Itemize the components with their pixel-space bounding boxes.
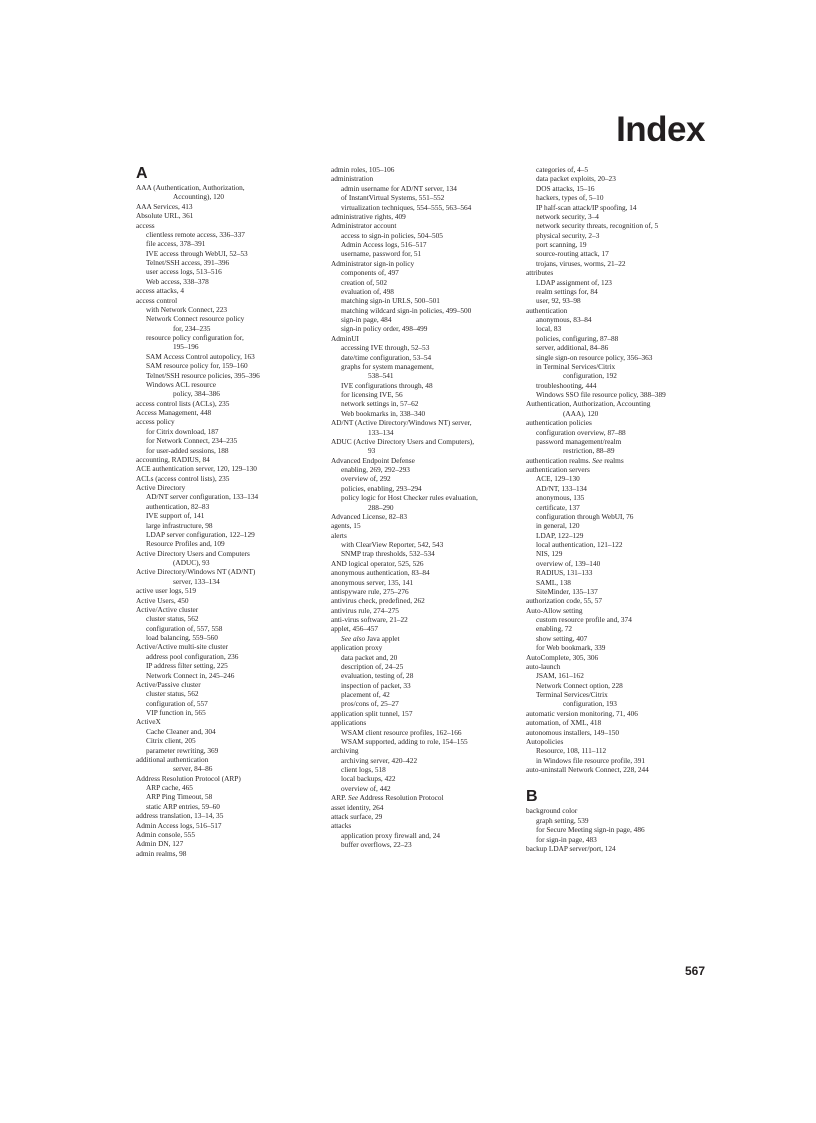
index-entry: Active Directory/Windows NT (AD/NT) <box>136 567 256 577</box>
index-subentry: in general, 120 <box>536 521 580 531</box>
index-subentry: for Network Connect, 234–235 <box>146 436 238 446</box>
index-entry: anonymous authentication, 83–84 <box>331 568 430 578</box>
see-reference: See <box>592 455 603 465</box>
index-subentry: evaluation, testing of, 28 <box>341 671 414 681</box>
index-entry: Active/Active multi-site cluster <box>136 642 228 652</box>
index-entry: ACE authentication server, 120, 129–130 <box>136 464 257 474</box>
index-subentry: IVE access through WebUI, 52–53 <box>146 248 248 258</box>
index-subentry: Telnet/SSH resource policies, 395–396 <box>146 370 260 380</box>
index-entry: antivirus rule, 274–275 <box>331 605 399 615</box>
index-subentry: for Web bookmark, 339 <box>536 643 606 653</box>
index-entry: Administrator account <box>331 221 397 231</box>
index-subentry: sign-in policy order, 498–499 <box>341 324 428 334</box>
index-subentry: troubleshooting, 444 <box>536 380 597 390</box>
index-entry: authorization code, 55, 57 <box>526 596 602 606</box>
index-subentry: Citrix client, 205 <box>146 736 196 746</box>
index-entry: attacks <box>331 821 352 831</box>
index-entry: authentication policies <box>526 418 592 428</box>
index-entry: access <box>136 220 155 230</box>
index-entry: active user logs, 519 <box>136 586 196 596</box>
index-subentry: WSAM client resource profiles, 162–166 <box>341 727 462 737</box>
index-subentry: hackers, types of, 5–10 <box>536 193 604 203</box>
index-subentry: evaluation of, 498 <box>341 286 394 296</box>
index-subentry: Network Connect option, 228 <box>536 680 623 690</box>
index-subentry: show setting, 407 <box>536 633 588 643</box>
index-subentry: certificate, 137 <box>536 502 580 512</box>
index-subentry: configuration of, 557, 558 <box>146 623 223 633</box>
page-number: 567 <box>684 964 705 978</box>
index-subentry: Windows ACL resource <box>146 379 216 389</box>
index-subentry: 195–196 <box>173 342 199 352</box>
index-subentry: for licensing IVE, 56 <box>341 390 403 399</box>
index-entry: AutoComplete, 305, 306 <box>526 652 599 662</box>
index-subentry: port scanning, 19 <box>536 240 587 249</box>
index-entry: Autopolicies <box>526 736 564 746</box>
index-subentry: network security, 3–4 <box>536 211 599 221</box>
index-subentry: for sign-in page, 483 <box>536 834 597 844</box>
index-subentry: 133–134 <box>368 427 394 437</box>
index-entry: auto-launch <box>526 661 561 671</box>
index-subentry: SAML, 138 <box>536 577 571 587</box>
index-entry: access control lists (ACLs), 235 <box>136 398 230 408</box>
index-subentry: Admin Access logs, 516–517 <box>341 240 427 249</box>
entry-term: authentication realms. <box>526 455 593 465</box>
index-subentry: placement of, 42 <box>341 690 390 699</box>
index-subentry: AD/NT, 133–134 <box>536 483 587 493</box>
index-subentry: restriction, 88–89 <box>563 446 615 456</box>
section-spacer <box>526 774 702 788</box>
index-entry: alerts <box>331 530 347 540</box>
index-subentry: policies, enabling, 293–294 <box>341 483 422 493</box>
index-subentry: (AAA), 120 <box>563 408 599 418</box>
index-entry: ADUC (Active Directory Users and Computers), <box>331 436 475 446</box>
index-entry: Active/Passive cluster <box>136 679 201 689</box>
index-subentry: username, password for, 51 <box>341 249 422 259</box>
index-subentry: physical security, 2–3 <box>536 230 600 240</box>
index-subentry: overview of, 139–140 <box>536 558 601 568</box>
index-subentry: configuration, 193 <box>563 699 617 709</box>
index-entry: access control <box>136 295 178 305</box>
index-subentry: virtualization techniques, 554–555, 563–564 <box>341 202 472 212</box>
index-entry: backup LDAP server/port, 124 <box>526 843 616 853</box>
index-entry: Active/Active cluster <box>136 604 199 614</box>
index-subentry: Telnet/SSH access, 391–396 <box>146 258 230 267</box>
index-entry: auto-uninstall Network Connect, 228, 244 <box>526 765 649 774</box>
index-subentry: LDAP, 122–129 <box>536 530 584 540</box>
index-subentry: for user-added sessions, 188 <box>146 445 229 455</box>
index-subentry: admin username for AD/NT server, 134 <box>341 183 457 193</box>
index-subentry: clientless remote access, 336–337 <box>146 229 245 239</box>
index-entry: admin realms, 98 <box>136 848 187 858</box>
index-column-1 <box>136 165 312 858</box>
see-reference: See also <box>341 633 366 643</box>
index-entry: attributes <box>526 268 554 278</box>
index-subentry: configuration overview, 87–88 <box>536 427 626 437</box>
index-subentry: configuration of, 557 <box>146 698 208 708</box>
index-subentry: LDAP server configuration, 122–129 <box>146 529 255 539</box>
index-subentry: in Terminal Services/Citrix <box>536 361 616 371</box>
index-subentry: anonymous, 135 <box>536 493 585 503</box>
index-subentry: server, 133–134 <box>173 576 220 586</box>
index-subentry: configuration through WebUI, 76 <box>536 511 634 521</box>
index-entry: applications <box>331 718 367 728</box>
index-subentry: network security threats, recognition of, 5 <box>536 221 659 231</box>
index-subentry: Resource, 108, 111–112 <box>536 746 607 756</box>
index-subentry: Cache Cleaner and, 304 <box>146 726 216 736</box>
index-column-3 <box>526 165 702 853</box>
index-entry: attack surface, 29 <box>331 811 383 821</box>
index-subentry: creation of, 502 <box>341 277 387 287</box>
index-subentry: graph setting, 539 <box>536 815 589 825</box>
index-entry: Admin Access logs, 516–517 <box>136 820 222 830</box>
index-subentry: 93 <box>368 446 376 456</box>
index-subentry: configuration, 192 <box>563 371 617 381</box>
index-subentry: single sign-on resource policy, 356–363 <box>536 352 653 362</box>
index-subentry: network settings in, 57–62 <box>341 399 419 409</box>
index-entry: accounting, RADIUS, 84 <box>136 454 210 464</box>
index-entry: application split tunnel, 157 <box>331 708 413 718</box>
index-subentry: policy, 384–386 <box>173 389 220 399</box>
index-subentry: for, 234–235 <box>173 323 211 333</box>
index-entry: Admin console, 555 <box>136 829 195 839</box>
index-subentry: SNMP trap thresholds, 532–534 <box>341 549 435 559</box>
index-subentry: data packet exploits, 20–23 <box>536 174 616 184</box>
entry-term: ARP. <box>331 793 349 803</box>
index-subentry: DOS attacks, 15–16 <box>536 183 595 193</box>
index-entry: Administrator sign-in policy <box>331 258 415 268</box>
index-subentry: SiteMinder, 135–137 <box>536 586 598 596</box>
index-subentry: sign-in page, 484 <box>341 315 392 324</box>
index-entry: Advanced License, 82–83 <box>331 511 407 521</box>
index-entry: Absolute URL, 361 <box>136 211 194 221</box>
index-subentry: matching wildcard sign-in policies, 499–500 <box>341 305 472 315</box>
index-subentry: local authentication, 121–122 <box>536 540 623 549</box>
index-subentry: 538–541 <box>368 371 394 381</box>
index-subentry: anonymous, 83–84 <box>536 315 592 324</box>
index-subentry: cluster status, 562 <box>146 689 199 699</box>
index-subentry: server, additional, 84–86 <box>536 343 609 353</box>
index-entry: Active Users, 450 <box>136 595 189 605</box>
index-subentry: Web access, 338–378 <box>146 276 209 286</box>
index-entry: Address Resolution Protocol (ARP) <box>136 773 241 783</box>
index-entry: admin roles, 105–106 <box>331 165 395 174</box>
index-entry: application proxy <box>331 643 383 653</box>
index-column-2 <box>331 165 507 849</box>
index-entry: automatic version monitoring, 71, 406 <box>526 708 638 718</box>
index-entry: anti-virus software, 21–22 <box>331 615 408 624</box>
index-entry: applet, 456–457 <box>331 624 379 634</box>
index-subentry: buffer overflows, 22–23 <box>341 840 412 849</box>
index-entry: antispyware rule, 275–276 <box>331 586 409 596</box>
index-subentry: IVE support of, 141 <box>146 511 205 521</box>
index-subentry: for Citrix download, 187 <box>146 426 219 436</box>
index-entry: AAA Services, 413 <box>136 201 193 211</box>
index-subentry: trojans, viruses, worms, 21–22 <box>536 258 626 268</box>
index-subentry: VIP function in, 565 <box>146 708 206 717</box>
index-subentry: inspection of packet, 33 <box>341 680 411 690</box>
index-subentry: enabling, 72 <box>536 624 573 634</box>
index-subentry: static ARP entries, 59–60 <box>146 801 220 811</box>
index-subentry: pros/cons of, 25–27 <box>341 699 399 709</box>
index-subentry: policies, configuring, 87–88 <box>536 333 619 343</box>
index-subentry: overview of, 292 <box>341 474 391 484</box>
index-subentry: ARP cache, 465 <box>146 783 193 792</box>
index-entry: agents, 15 <box>331 521 361 531</box>
page-title: Index <box>616 110 705 149</box>
index-subentry: user, 92, 93–98 <box>536 296 581 306</box>
index-subentry: custom resource profile and, 374 <box>536 615 632 624</box>
index-subentry: large infrastructure, 98 <box>146 520 213 530</box>
index-entry: ActiveX <box>136 717 161 727</box>
index-entry: AdminUI <box>331 333 359 343</box>
index-subentry: Windows SSO file resource policy, 388–389 <box>536 390 666 399</box>
index-entry: access attacks, 4 <box>136 286 185 296</box>
index-subentry: 288–290 <box>368 502 394 512</box>
index-entry: Auto-Allow setting <box>526 605 583 615</box>
index-subentry: of InstantVirtual Systems, 551–552 <box>341 193 445 203</box>
index-entry: anonymous server, 135, 141 <box>331 577 414 587</box>
index-subentry: address pool configuration, 236 <box>146 651 239 661</box>
index-subentry: ARP Ping Timeout, 58 <box>146 792 213 802</box>
index-entry: automation, of XML, 418 <box>526 718 602 728</box>
index-entry: Active Directory <box>136 483 186 492</box>
index-entry: AAA (Authentication, Authorization, <box>136 183 245 192</box>
index-subentry: policy logic for Host Checker rules evaluation, <box>341 493 478 503</box>
index-entry: antivirus check, predefined, 262 <box>331 596 425 606</box>
see-target: Java applet <box>365 633 400 643</box>
index-subentry: IVE configurations through, 48 <box>341 380 433 390</box>
index-subentry: IP half-scan attack/IP spoofing, 14 <box>536 202 637 212</box>
index-subentry: server, 84–86 <box>173 764 213 774</box>
index-entry: AND logical operator, 525, 526 <box>331 558 424 568</box>
index-entry: Advanced Endpoint Defense <box>331 455 415 465</box>
index-subentry: Resource Profiles and, 109 <box>146 539 225 549</box>
index-subentry <box>331 634 507 643</box>
index-subentry: components of, 497 <box>341 268 399 278</box>
section-letter: A <box>136 165 148 182</box>
index-subentry: in Windows file resource profile, 391 <box>536 755 645 765</box>
index-subentry: SAM resource policy for, 159–160 <box>146 361 248 371</box>
index-subentry: RADIUS, 131–133 <box>536 568 593 578</box>
index-entry: administrative rights, 409 <box>331 211 406 221</box>
index-subentry: password management/realm <box>536 436 622 446</box>
index-entry: Admin DN, 127 <box>136 839 184 849</box>
index-subentry: source-routing attack, 17 <box>536 249 609 259</box>
index-subentry: for Secure Meeting sign-in page, 486 <box>536 825 645 835</box>
index-subentry: with ClearView Reporter, 542, 543 <box>341 540 444 549</box>
section-letter: B <box>526 788 538 806</box>
index-subentry: access to sign-in policies, 504–505 <box>341 230 443 240</box>
index-subentry: application proxy firewall and, 24 <box>341 830 441 840</box>
index-subentry: Network Connect resource policy <box>146 314 245 324</box>
index-entry: address translation, 13–14, 35 <box>136 811 224 821</box>
index-subentry: load balancing, 559–560 <box>146 633 218 642</box>
index-entry: AD/NT (Active Directory/Windows NT) server, <box>331 418 472 428</box>
index-subentry: ACE, 129–130 <box>536 474 580 484</box>
index-subentry: data packet and, 20 <box>341 652 398 662</box>
index-subentry: JSAM, 161–162 <box>536 671 584 681</box>
index-subentry: Network Connect in, 245–246 <box>146 670 235 680</box>
index-subentry: Accounting), 120 <box>173 192 225 202</box>
index-subentry: parameter rewriting, 369 <box>146 745 219 755</box>
index-subentry: cluster status, 562 <box>146 614 199 624</box>
index-subentry: local, 83 <box>536 324 562 334</box>
index-entry: ACLs (access control lists), 235 <box>136 473 230 483</box>
index-entry: access policy <box>136 417 175 427</box>
index-subentry: realm settings for, 84 <box>536 286 598 296</box>
index-subentry: resource policy configuration for, <box>146 333 244 342</box>
index-subentry: SAM Access Control autopolicy, 163 <box>146 351 255 361</box>
index-entry: archiving <box>331 746 359 756</box>
index-subentry: categories of, 4–5 <box>536 165 589 174</box>
index-subentry: LDAP assignment of, 123 <box>536 277 612 287</box>
index-subentry: authentication, 82–83 <box>146 501 210 511</box>
index-subentry: archiving server, 420–422 <box>341 755 418 765</box>
index-subentry: accessing IVE through, 52–53 <box>341 343 430 353</box>
index-subentry: file access, 378–391 <box>146 239 206 249</box>
index-entry: additional authentication <box>136 754 209 764</box>
index-entry: asset identity, 264 <box>331 802 384 812</box>
index-subentry: description of, 24–25 <box>341 661 404 671</box>
see-reference: See <box>348 793 359 803</box>
index-subentry: overview of, 442 <box>341 783 391 793</box>
index-subentry: (ADUC), 93 <box>173 558 210 567</box>
index-subentry: Web bookmarks in, 338–340 <box>341 408 426 418</box>
index-subentry: local backups, 422 <box>341 774 396 784</box>
index-subentry: enabling, 269, 292–293 <box>341 465 410 474</box>
index-subentry: date/time configuration, 53–54 <box>341 352 432 362</box>
index-entry <box>526 456 702 465</box>
index-subentry: WSAM supported, adding to role, 154–155 <box>341 736 468 746</box>
index-entry <box>331 793 507 802</box>
index-entry: autonomous installers, 149–150 <box>526 727 620 737</box>
index-entry: authentication <box>526 305 568 315</box>
index-entry: background color <box>526 806 578 816</box>
index-subentry: IP address filter setting, 225 <box>146 661 228 671</box>
index-subentry: graphs for system management, <box>341 361 434 371</box>
index-subentry: matching sign-in URLS, 500–501 <box>341 296 440 306</box>
index-entry: administration <box>331 174 374 184</box>
index-entry: Authentication, Authorization, Accounting <box>526 399 651 409</box>
index-subentry: user access logs, 513–516 <box>146 267 222 277</box>
index-subentry: Terminal Services/Citrix <box>536 690 608 699</box>
see-target: realms <box>602 455 624 465</box>
index-entry: authentication servers <box>526 465 590 474</box>
index-subentry: AD/NT server configuration, 133–134 <box>146 492 259 502</box>
index-subentry: NIS, 129 <box>536 549 563 559</box>
index-subentry: with Network Connect, 223 <box>146 304 228 314</box>
see-target: Address Resolution Protocol <box>358 793 444 803</box>
index-subentry: client logs, 518 <box>341 765 386 774</box>
index-entry: Active Directory Users and Computers <box>136 548 250 558</box>
index-entry: Access Management, 448 <box>136 408 212 417</box>
